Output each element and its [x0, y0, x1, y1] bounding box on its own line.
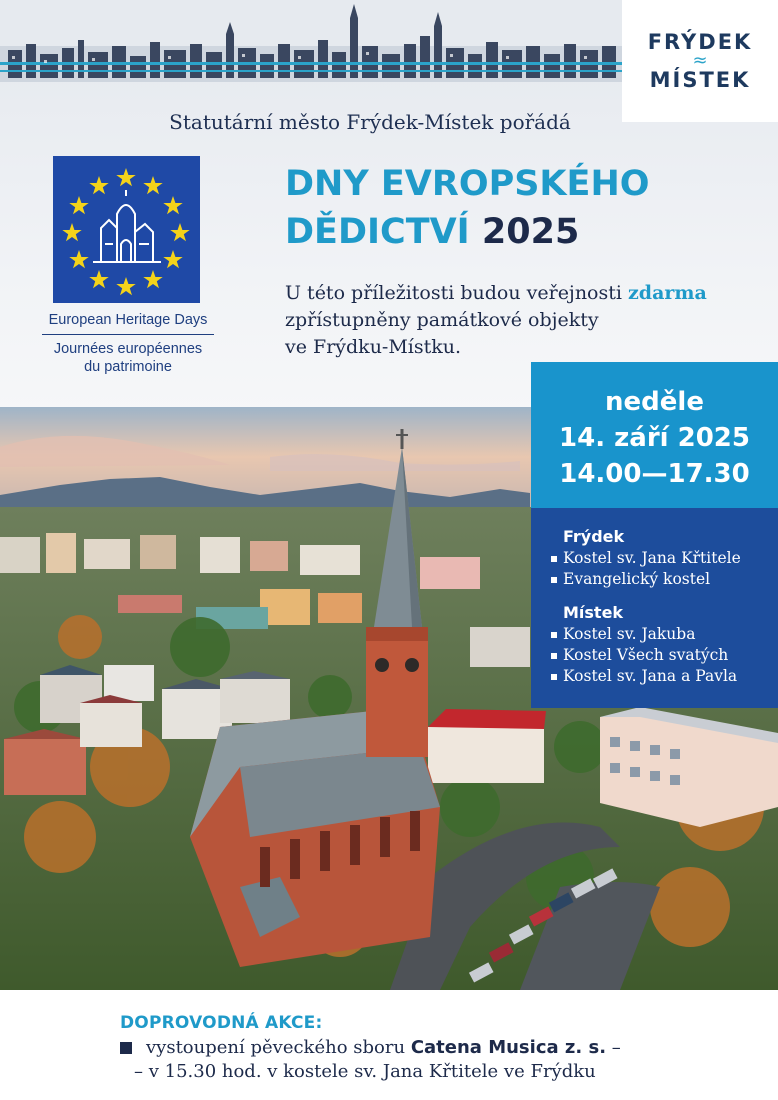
european-heritage-days-logo	[53, 156, 200, 303]
list-item: Kostel Všech svatých	[551, 645, 778, 666]
logo-wave-symbol: ≈	[692, 50, 708, 71]
organizer-line: Statutární město Frýdek-Místek pořádá	[169, 110, 571, 134]
event-date: 14. září 2025	[559, 423, 750, 453]
square-bullet-icon	[120, 1042, 132, 1054]
ehd-french-name-line1: Journées européennes	[53, 341, 203, 357]
side-event-line1	[120, 1037, 621, 1058]
intro-line2: zpřístupněny památkové objekty	[285, 309, 599, 331]
list-item: Kostel sv. Jakuba	[551, 624, 778, 645]
event-day: neděle	[605, 387, 704, 417]
side-event-line2: – v 15.30 hod. v kostele sv. Jana Křtitele ve Frýdku	[134, 1061, 596, 1082]
list-item: Kostel sv. Jana Křtitele	[551, 548, 778, 569]
list-mistek	[551, 624, 778, 687]
title-year: 2025	[481, 212, 580, 252]
side-event-pre: vystoupení pěveckého sboru	[146, 1037, 406, 1058]
side-event-dash: –	[611, 1037, 621, 1058]
group-frydek: Frýdek	[563, 527, 625, 546]
title-line1: DNY EVROPSKÉHO	[285, 164, 650, 204]
event-time: 14.00—17.30	[559, 459, 750, 489]
city-logo	[622, 0, 778, 122]
logo-line1: FRÝDEK	[647, 30, 753, 54]
city-skyline-icon	[0, 0, 622, 82]
list-item: Evangelický kostel	[551, 569, 778, 590]
list-frydek	[551, 548, 778, 590]
side-event-title: DOPROVODNÁ AKCE:	[120, 1013, 323, 1033]
ehd-caption	[30, 312, 226, 376]
title-line2a: DĚDICTVÍ	[285, 212, 470, 252]
event-date-panel	[531, 362, 778, 508]
ehd-english-name: European Heritage Days	[42, 312, 214, 335]
intro-free: zdarma	[628, 282, 707, 304]
group-mistek: Místek	[563, 603, 624, 622]
intro-line3: ve Frýdku-Místku.	[285, 336, 462, 358]
intro-text	[285, 280, 755, 361]
logo-line2: MÍSTEK	[649, 68, 751, 92]
ehd-french-name-line2: du patrimoine	[84, 359, 172, 375]
list-item: Kostel sv. Jana a Pavla	[551, 666, 778, 687]
page-title	[285, 160, 765, 256]
places-panel	[531, 508, 778, 708]
choir-name: Catena Musica z. s.	[410, 1037, 607, 1058]
intro-pre: U této příležitosti budou veřejnosti	[285, 282, 622, 304]
